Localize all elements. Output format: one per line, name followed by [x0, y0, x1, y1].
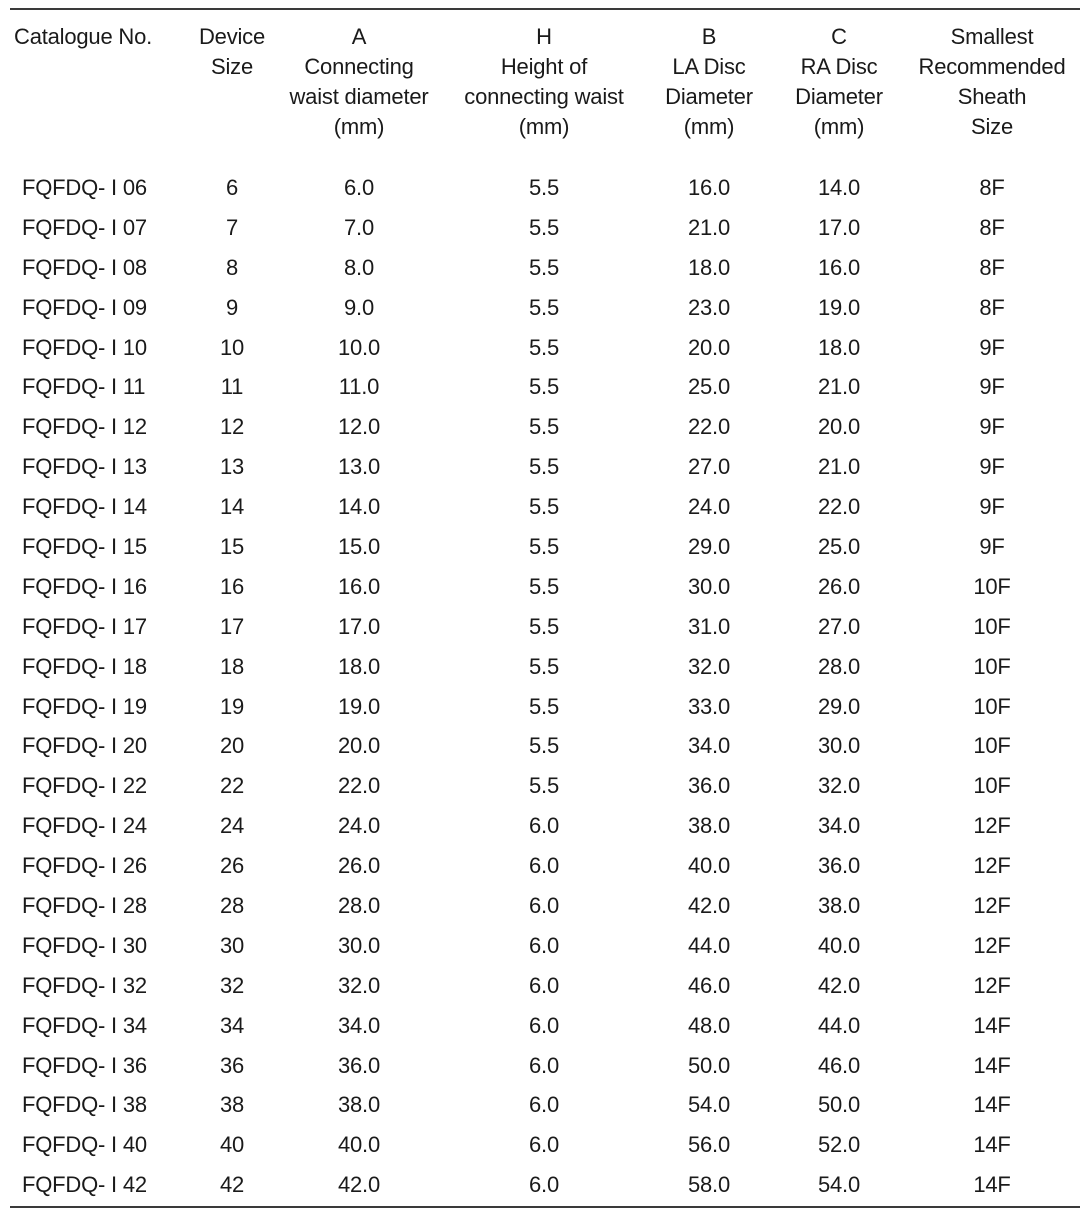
column-header-line: Size — [971, 114, 1013, 139]
waist-diameter-cell: 30.0 — [337, 932, 381, 958]
sheath-size-cell: 12F — [973, 932, 1011, 958]
waist-diameter-cell: 7.0 — [344, 214, 374, 240]
column-header-b — [644, 10, 774, 168]
table-row — [10, 527, 1080, 567]
sheath-size-cell: 14F — [973, 1132, 1011, 1158]
sheath-size-cell: 10F — [973, 693, 1011, 719]
catalogue-no-cell: FQFDQ- I 09 — [22, 294, 147, 320]
column-header-line: A — [351, 24, 367, 49]
device-size-cell: 34 — [219, 1012, 245, 1038]
la-disc-diameter-cell: 25.0 — [687, 374, 731, 400]
ra-disc-diameter-cell: 30.0 — [817, 733, 861, 759]
column-header-c — [774, 10, 904, 168]
waist-height-cell: 6.0 — [529, 932, 559, 958]
sheath-size-cell: 14F — [973, 1012, 1011, 1038]
catalogue-no-cell: FQFDQ- I 15 — [22, 533, 147, 559]
waist-diameter-cell: 11.0 — [338, 374, 380, 400]
catalogue-no-cell: FQFDQ- I 11 — [22, 374, 146, 400]
waist-diameter-cell: 40.0 — [337, 1132, 381, 1158]
waist-height-cell: 6.0 — [529, 972, 559, 998]
table-body — [10, 168, 1080, 1205]
column-header-line: H — [536, 24, 552, 49]
device-size-cell: 6 — [225, 174, 239, 200]
device-size-cell: 17 — [219, 613, 245, 639]
sheath-size-cell: 9F — [979, 454, 1005, 480]
table-row — [10, 766, 1080, 806]
column-header-line: Diameter — [665, 84, 753, 109]
ra-disc-diameter-cell: 36.0 — [817, 853, 861, 879]
device-size-cell: 32 — [219, 972, 245, 998]
waist-height-cell: 5.5 — [529, 653, 559, 679]
table-row — [10, 288, 1080, 328]
table-row — [10, 726, 1080, 766]
table-row — [10, 1085, 1080, 1125]
table-row — [10, 687, 1080, 727]
sheath-size-cell: 12F — [973, 892, 1011, 918]
device-spec-table — [10, 10, 1080, 1205]
catalogue-no-cell: FQFDQ- I 24 — [22, 813, 147, 839]
sheath-size-cell: 8F — [979, 214, 1005, 240]
la-disc-diameter-cell: 16.0 — [687, 174, 731, 200]
column-header-line: Device — [198, 24, 266, 49]
bottom-rule — [10, 1206, 1080, 1208]
waist-height-cell: 6.0 — [529, 853, 559, 879]
catalogue-no-cell: FQFDQ- I 34 — [22, 1012, 147, 1038]
sheath-size-cell: 14F — [973, 1052, 1011, 1078]
catalogue-no-cell: FQFDQ- I 10 — [22, 334, 147, 360]
column-header-sheath — [904, 10, 1080, 168]
device-size-cell: 38 — [219, 1092, 245, 1118]
sheath-size-cell: 14F — [973, 1092, 1011, 1118]
waist-height-cell: 5.5 — [529, 334, 559, 360]
sheath-size-cell: 12F — [973, 853, 1011, 879]
waist-height-cell: 6.0 — [529, 1012, 559, 1038]
waist-height-cell: 5.5 — [529, 533, 559, 559]
waist-diameter-cell: 18.0 — [337, 653, 381, 679]
catalogue-no-cell: FQFDQ- I 13 — [22, 454, 147, 480]
ra-disc-diameter-cell: 14.0 — [817, 174, 861, 200]
catalogue-no-cell: FQFDQ- I 18 — [22, 653, 147, 679]
table-row — [10, 886, 1080, 926]
ra-disc-diameter-cell: 18.0 — [817, 334, 861, 360]
catalogue-no-cell: FQFDQ- I 12 — [22, 414, 147, 440]
waist-diameter-cell: 15.0 — [337, 533, 381, 559]
sheath-size-cell: 10F — [973, 773, 1011, 799]
table-row — [10, 168, 1080, 208]
ra-disc-diameter-cell: 34.0 — [817, 813, 861, 839]
la-disc-diameter-cell: 27.0 — [687, 454, 731, 480]
waist-diameter-cell: 34.0 — [337, 1012, 381, 1038]
waist-diameter-cell: 17.0 — [337, 613, 381, 639]
column-header-line: RA Disc — [800, 54, 878, 79]
catalogue-no-cell: FQFDQ- I 14 — [22, 494, 147, 520]
waist-diameter-cell: 14.0 — [337, 494, 381, 520]
ra-disc-diameter-cell: 28.0 — [817, 653, 861, 679]
la-disc-diameter-cell: 20.0 — [687, 334, 731, 360]
column-header-catalogue — [10, 10, 190, 168]
ra-disc-diameter-cell: 44.0 — [817, 1012, 861, 1038]
table-row — [10, 208, 1080, 248]
ra-disc-diameter-cell: 29.0 — [817, 693, 861, 719]
ra-disc-diameter-cell: 42.0 — [817, 972, 861, 998]
catalogue-no-cell: FQFDQ- I 07 — [22, 214, 147, 240]
device-size-cell: 36 — [219, 1052, 245, 1078]
waist-diameter-cell: 36.0 — [337, 1052, 381, 1078]
sheath-size-cell: 9F — [979, 374, 1005, 400]
device-size-cell: 7 — [225, 214, 239, 240]
ra-disc-diameter-cell: 16.0 — [817, 254, 861, 280]
column-header-h — [444, 10, 644, 168]
la-disc-diameter-cell: 42.0 — [687, 892, 731, 918]
la-disc-diameter-cell: 23.0 — [687, 294, 731, 320]
sheath-size-cell: 8F — [979, 174, 1005, 200]
table-row — [10, 248, 1080, 288]
la-disc-diameter-cell: 33.0 — [687, 693, 731, 719]
la-disc-diameter-cell: 21.0 — [687, 214, 731, 240]
catalogue-no-cell: FQFDQ- I 17 — [22, 613, 147, 639]
la-disc-diameter-cell: 22.0 — [687, 414, 731, 440]
sheath-size-cell: 10F — [973, 653, 1011, 679]
header-row — [10, 10, 1080, 168]
catalogue-no-cell: FQFDQ- I 20 — [22, 733, 147, 759]
catalogue-no-cell: FQFDQ- I 36 — [22, 1052, 147, 1078]
waist-height-cell: 5.5 — [529, 573, 559, 599]
waist-height-cell: 6.0 — [529, 1132, 559, 1158]
la-disc-diameter-cell: 48.0 — [687, 1012, 731, 1038]
catalogue-no-cell: FQFDQ- I 38 — [22, 1092, 147, 1118]
ra-disc-diameter-cell: 19.0 — [817, 294, 861, 320]
column-header-line: Smallest — [950, 24, 1034, 49]
waist-diameter-cell: 38.0 — [337, 1092, 381, 1118]
spec-sheet — [10, 8, 1080, 1205]
column-header-line: waist diameter — [289, 84, 429, 109]
la-disc-diameter-cell: 44.0 — [687, 932, 731, 958]
column-header-line: Size — [211, 54, 253, 79]
device-size-cell: 19 — [219, 693, 245, 719]
waist-height-cell: 6.0 — [529, 892, 559, 918]
sheath-size-cell: 9F — [979, 334, 1005, 360]
sheath-size-cell: 10F — [973, 573, 1011, 599]
sheath-size-cell: 9F — [979, 494, 1005, 520]
table-header — [10, 10, 1080, 168]
ra-disc-diameter-cell: 50.0 — [817, 1092, 861, 1118]
ra-disc-diameter-cell: 22.0 — [817, 494, 861, 520]
column-header-line: LA Disc — [672, 54, 746, 79]
table-row — [10, 1125, 1080, 1165]
waist-diameter-cell: 26.0 — [337, 853, 381, 879]
la-disc-diameter-cell: 36.0 — [687, 773, 731, 799]
sheath-size-cell: 12F — [973, 972, 1011, 998]
column-header-line: (mm) — [518, 114, 570, 139]
column-header-line: (mm) — [683, 114, 735, 139]
ra-disc-diameter-cell: 52.0 — [817, 1132, 861, 1158]
column-header-a — [274, 10, 444, 168]
waist-diameter-cell: 28.0 — [337, 892, 381, 918]
la-disc-diameter-cell: 29.0 — [687, 533, 731, 559]
column-header-line: B — [701, 24, 717, 49]
ra-disc-diameter-cell: 46.0 — [817, 1052, 861, 1078]
waist-height-cell: 5.5 — [529, 613, 559, 639]
waist-diameter-cell: 20.0 — [337, 733, 381, 759]
la-disc-diameter-cell: 34.0 — [687, 733, 731, 759]
sheath-size-cell: 9F — [979, 533, 1005, 559]
la-disc-diameter-cell: 50.0 — [687, 1052, 731, 1078]
waist-diameter-cell: 8.0 — [344, 254, 374, 280]
column-header-line: Recommended — [918, 54, 1066, 79]
waist-height-cell: 6.0 — [529, 813, 559, 839]
catalogue-no-cell: FQFDQ- I 30 — [22, 932, 147, 958]
la-disc-diameter-cell: 54.0 — [687, 1092, 731, 1118]
waist-diameter-cell: 9.0 — [344, 294, 374, 320]
column-header-line: (mm) — [813, 114, 865, 139]
table-row — [10, 1165, 1080, 1205]
catalogue-no-cell: FQFDQ- I 28 — [22, 892, 147, 918]
ra-disc-diameter-cell: 20.0 — [817, 414, 861, 440]
waist-height-cell: 5.5 — [529, 773, 559, 799]
la-disc-diameter-cell: 18.0 — [687, 254, 731, 280]
waist-diameter-cell: 32.0 — [337, 972, 381, 998]
waist-height-cell: 6.0 — [529, 1092, 559, 1118]
device-size-cell: 40 — [219, 1132, 245, 1158]
la-disc-diameter-cell: 58.0 — [687, 1172, 731, 1198]
catalogue-no-cell: FQFDQ- I 08 — [22, 254, 147, 280]
column-header-line: Sheath — [957, 84, 1027, 109]
waist-height-cell: 5.5 — [529, 174, 559, 200]
waist-diameter-cell: 6.0 — [344, 174, 374, 200]
column-header-line: Height of — [500, 54, 588, 79]
catalogue-no-cell: FQFDQ- I 16 — [22, 573, 147, 599]
sheath-size-cell: 9F — [979, 414, 1005, 440]
ra-disc-diameter-cell: 21.0 — [817, 374, 861, 400]
table-row — [10, 846, 1080, 886]
catalogue-no-cell: FQFDQ- I 26 — [22, 853, 147, 879]
sheath-size-cell: 10F — [973, 613, 1011, 639]
waist-height-cell: 5.5 — [529, 254, 559, 280]
la-disc-diameter-cell: 56.0 — [687, 1132, 731, 1158]
device-size-cell: 18 — [219, 653, 245, 679]
device-size-cell: 16 — [219, 573, 245, 599]
ra-disc-diameter-cell: 40.0 — [817, 932, 861, 958]
table-row — [10, 647, 1080, 687]
ra-disc-diameter-cell: 38.0 — [817, 892, 861, 918]
sheath-size-cell: 10F — [973, 733, 1011, 759]
table-row — [10, 367, 1080, 407]
waist-diameter-cell: 13.0 — [337, 454, 381, 480]
waist-height-cell: 6.0 — [529, 1052, 559, 1078]
waist-height-cell: 5.5 — [529, 214, 559, 240]
ra-disc-diameter-cell: 25.0 — [817, 533, 861, 559]
la-disc-diameter-cell: 30.0 — [687, 573, 731, 599]
device-size-cell: 20 — [219, 733, 245, 759]
table-row — [10, 1046, 1080, 1086]
la-disc-diameter-cell: 32.0 — [687, 653, 731, 679]
device-size-cell: 42 — [219, 1172, 245, 1198]
device-size-cell: 11 — [220, 374, 244, 400]
sheath-size-cell: 12F — [973, 813, 1011, 839]
device-size-cell: 30 — [219, 932, 245, 958]
device-size-cell: 10 — [219, 334, 245, 360]
column-header-line: Connecting — [304, 54, 414, 79]
waist-diameter-cell: 42.0 — [337, 1172, 381, 1198]
device-size-cell: 22 — [219, 773, 245, 799]
table-row — [10, 567, 1080, 607]
catalogue-no-cell: FQFDQ- I 06 — [22, 174, 147, 200]
ra-disc-diameter-cell: 17.0 — [817, 214, 861, 240]
table-row — [10, 806, 1080, 846]
la-disc-diameter-cell: 40.0 — [687, 853, 731, 879]
column-header-line: C — [831, 24, 847, 49]
catalogue-no-cell: FQFDQ- I 19 — [22, 693, 147, 719]
table-row — [10, 607, 1080, 647]
table-row — [10, 447, 1080, 487]
device-size-cell: 14 — [219, 494, 245, 520]
catalogue-no-cell: FQFDQ- I 42 — [22, 1172, 147, 1198]
ra-disc-diameter-cell: 27.0 — [817, 613, 861, 639]
waist-diameter-cell: 10.0 — [337, 334, 381, 360]
device-size-cell: 12 — [219, 414, 245, 440]
sheath-size-cell: 8F — [979, 254, 1005, 280]
table-row — [10, 328, 1080, 368]
catalogue-no-cell: FQFDQ- I 40 — [22, 1132, 147, 1158]
waist-diameter-cell: 16.0 — [337, 573, 381, 599]
table-row — [10, 926, 1080, 966]
device-size-cell: 15 — [219, 533, 245, 559]
catalogue-no-cell: FQFDQ- I 22 — [22, 773, 147, 799]
catalogue-no-cell: FQFDQ- I 32 — [22, 972, 147, 998]
ra-disc-diameter-cell: 26.0 — [817, 573, 861, 599]
ra-disc-diameter-cell: 21.0 — [817, 454, 861, 480]
waist-diameter-cell: 19.0 — [337, 693, 381, 719]
column-header-line: Catalogue No. — [14, 24, 153, 49]
sheath-size-cell: 14F — [973, 1172, 1011, 1198]
device-size-cell: 28 — [219, 892, 245, 918]
column-header-device-size — [190, 10, 274, 168]
waist-height-cell: 6.0 — [529, 1172, 559, 1198]
waist-height-cell: 5.5 — [529, 294, 559, 320]
waist-diameter-cell: 24.0 — [337, 813, 381, 839]
waist-height-cell: 5.5 — [529, 374, 559, 400]
device-size-cell: 8 — [225, 254, 239, 280]
waist-height-cell: 5.5 — [529, 693, 559, 719]
waist-height-cell: 5.5 — [529, 414, 559, 440]
la-disc-diameter-cell: 24.0 — [687, 494, 731, 520]
table-row — [10, 407, 1080, 447]
device-size-cell: 9 — [225, 294, 239, 320]
table-row — [10, 966, 1080, 1006]
sheath-size-cell: 8F — [979, 294, 1005, 320]
waist-height-cell: 5.5 — [529, 733, 559, 759]
device-size-cell: 13 — [219, 454, 245, 480]
table-row — [10, 487, 1080, 527]
ra-disc-diameter-cell: 54.0 — [817, 1172, 861, 1198]
device-size-cell: 26 — [219, 853, 245, 879]
ra-disc-diameter-cell: 32.0 — [817, 773, 861, 799]
table-row — [10, 1006, 1080, 1046]
waist-diameter-cell: 22.0 — [337, 773, 381, 799]
waist-height-cell: 5.5 — [529, 494, 559, 520]
device-size-cell: 24 — [219, 813, 245, 839]
column-header-line: (mm) — [333, 114, 385, 139]
waist-diameter-cell: 12.0 — [337, 414, 381, 440]
column-header-line: Diameter — [795, 84, 883, 109]
waist-height-cell: 5.5 — [529, 454, 559, 480]
la-disc-diameter-cell: 31.0 — [687, 613, 731, 639]
column-header-line: connecting waist — [464, 84, 624, 109]
la-disc-diameter-cell: 46.0 — [687, 972, 731, 998]
la-disc-diameter-cell: 38.0 — [687, 813, 731, 839]
